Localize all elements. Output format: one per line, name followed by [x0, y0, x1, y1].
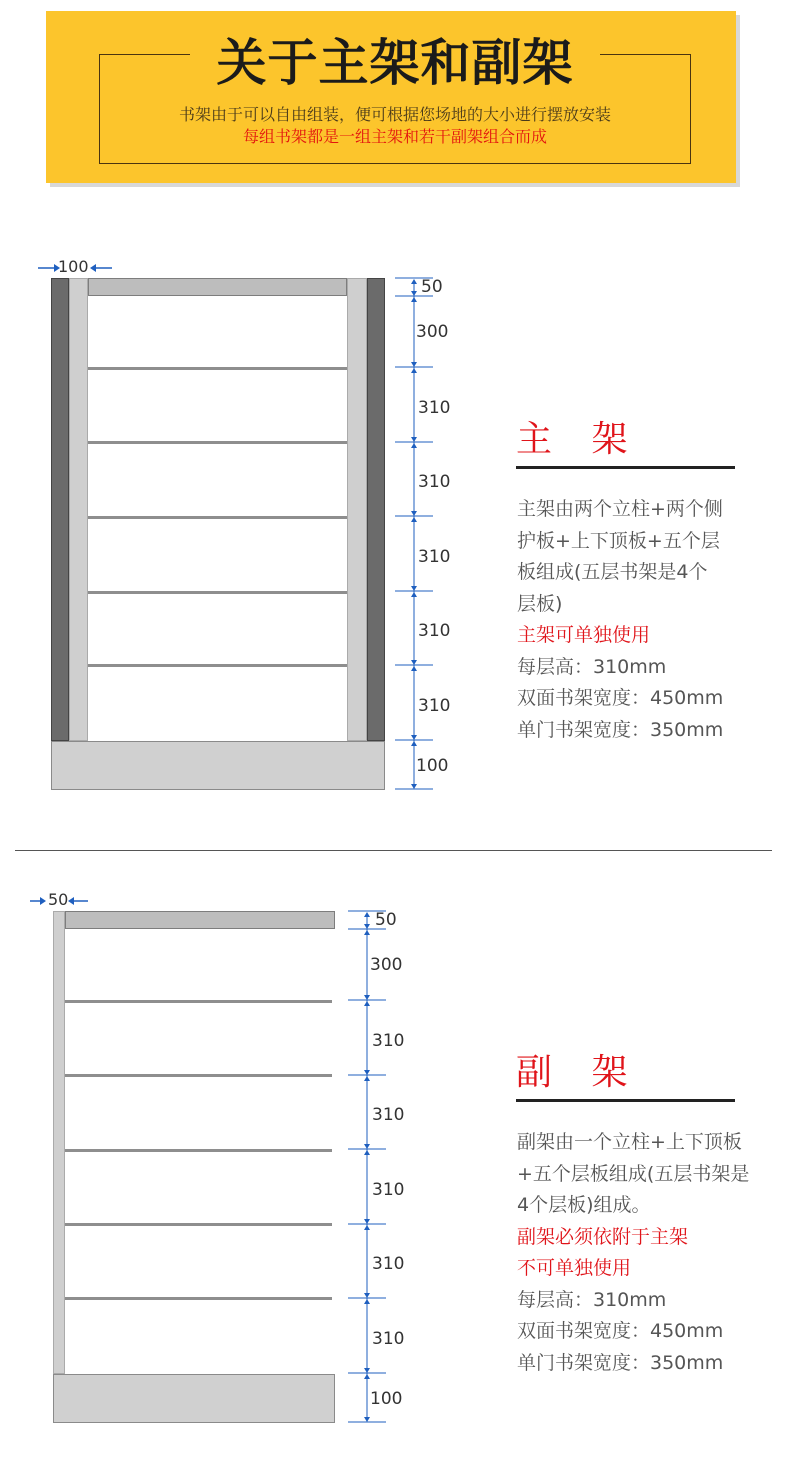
sub-frame-rule: [516, 1099, 735, 1102]
sub-shelf: [65, 1149, 332, 1152]
main-frame-rule: [516, 466, 735, 469]
desc-line: +五个层板组成(五层书架是: [517, 1162, 750, 1185]
main-dim-label: 310: [418, 398, 451, 418]
sub-dim-label: 300: [370, 955, 403, 975]
arrow-left-icon: [68, 897, 74, 905]
main-dim-label: 310: [418, 621, 451, 641]
sub-frame-title: 副 架: [516, 1052, 642, 1093]
sub-frame-description: [517, 1127, 782, 1379]
main-shelf: [88, 367, 347, 370]
main-frame-description: [517, 494, 777, 746]
sub-dim-label: 310: [372, 1105, 405, 1125]
main-shelf: [88, 591, 347, 594]
main-dim-label: 310: [418, 472, 451, 492]
main-base: [51, 741, 385, 790]
main-left-panel: [69, 278, 88, 741]
sub-dim-label: 310: [372, 1329, 405, 1349]
main-dimension-line: [393, 275, 438, 795]
sub-shelf: [65, 1074, 332, 1077]
sub-shelf: [65, 1223, 332, 1226]
sub-base: [53, 1374, 335, 1423]
desc-line: 副架由一个立柱+上下顶板: [517, 1131, 742, 1153]
banner-highlight: 每组书架都是一组主架和若干副架组合而成: [242, 127, 547, 146]
arrow-left-icon: [90, 264, 96, 272]
desc-line-highlight: 主架可单独使用: [517, 624, 651, 646]
main-dim-label: 100: [416, 756, 449, 776]
desc-line: 板组成(五层书架是4个: [517, 561, 708, 583]
desc-line: 护板+上下顶板+五个层: [517, 529, 720, 552]
desc-line-highlight: 副架必须依附于主架: [517, 1225, 689, 1248]
sub-dim-label: 310: [372, 1031, 405, 1051]
sub-width-label: 50: [48, 890, 69, 909]
main-dim-label: 50: [421, 277, 443, 297]
sub-shelf: [65, 1297, 332, 1300]
desc-line: 双面书架宽度：450mm: [517, 1320, 724, 1342]
main-shelf: [88, 664, 347, 667]
desc-line: 每层高：310mm: [517, 655, 667, 678]
banner-subtitle: 书架由于可以自由组装，便可根据您场地的大小进行摆放安装: [178, 105, 611, 124]
main-left-post: [51, 278, 69, 741]
desc-line: 双面书架宽度：450mm: [517, 687, 724, 709]
main-top-board: [88, 278, 347, 296]
desc-line: 单门书架宽度：350mm: [517, 1351, 724, 1374]
main-dim-label: 310: [418, 696, 451, 716]
sub-shelf: [65, 1000, 332, 1003]
page-title: 关于主架和副架: [216, 34, 574, 92]
main-shelf: [88, 516, 347, 519]
desc-line-highlight: 不可单独使用: [517, 1257, 632, 1279]
desc-line: 每层高：310mm: [517, 1288, 667, 1311]
main-width-label: 100: [58, 257, 89, 276]
arrow-right-icon: [40, 897, 46, 905]
section-divider: [15, 850, 772, 851]
main-right-panel: [347, 278, 367, 741]
sub-dim-label: 100: [370, 1389, 403, 1409]
sub-post: [53, 911, 65, 1374]
main-shelf: [88, 441, 347, 444]
sub-dim-label: 50: [375, 910, 397, 930]
desc-line: 层板): [517, 592, 563, 615]
desc-line: 4个层板)组成。: [517, 1194, 651, 1216]
desc-line: 单门书架宽度：350mm: [517, 718, 724, 741]
sub-dimension-line: [346, 908, 391, 1428]
main-dim-label: 310: [418, 547, 451, 567]
sub-dim-label: 310: [372, 1254, 405, 1274]
sub-top-board: [65, 911, 335, 929]
desc-line: 主架由两个立柱+两个侧: [517, 498, 723, 520]
main-frame-title: 主 架: [516, 419, 642, 460]
main-dim-label: 300: [416, 322, 449, 342]
sub-dim-label: 310: [372, 1180, 405, 1200]
main-right-post: [367, 278, 385, 741]
